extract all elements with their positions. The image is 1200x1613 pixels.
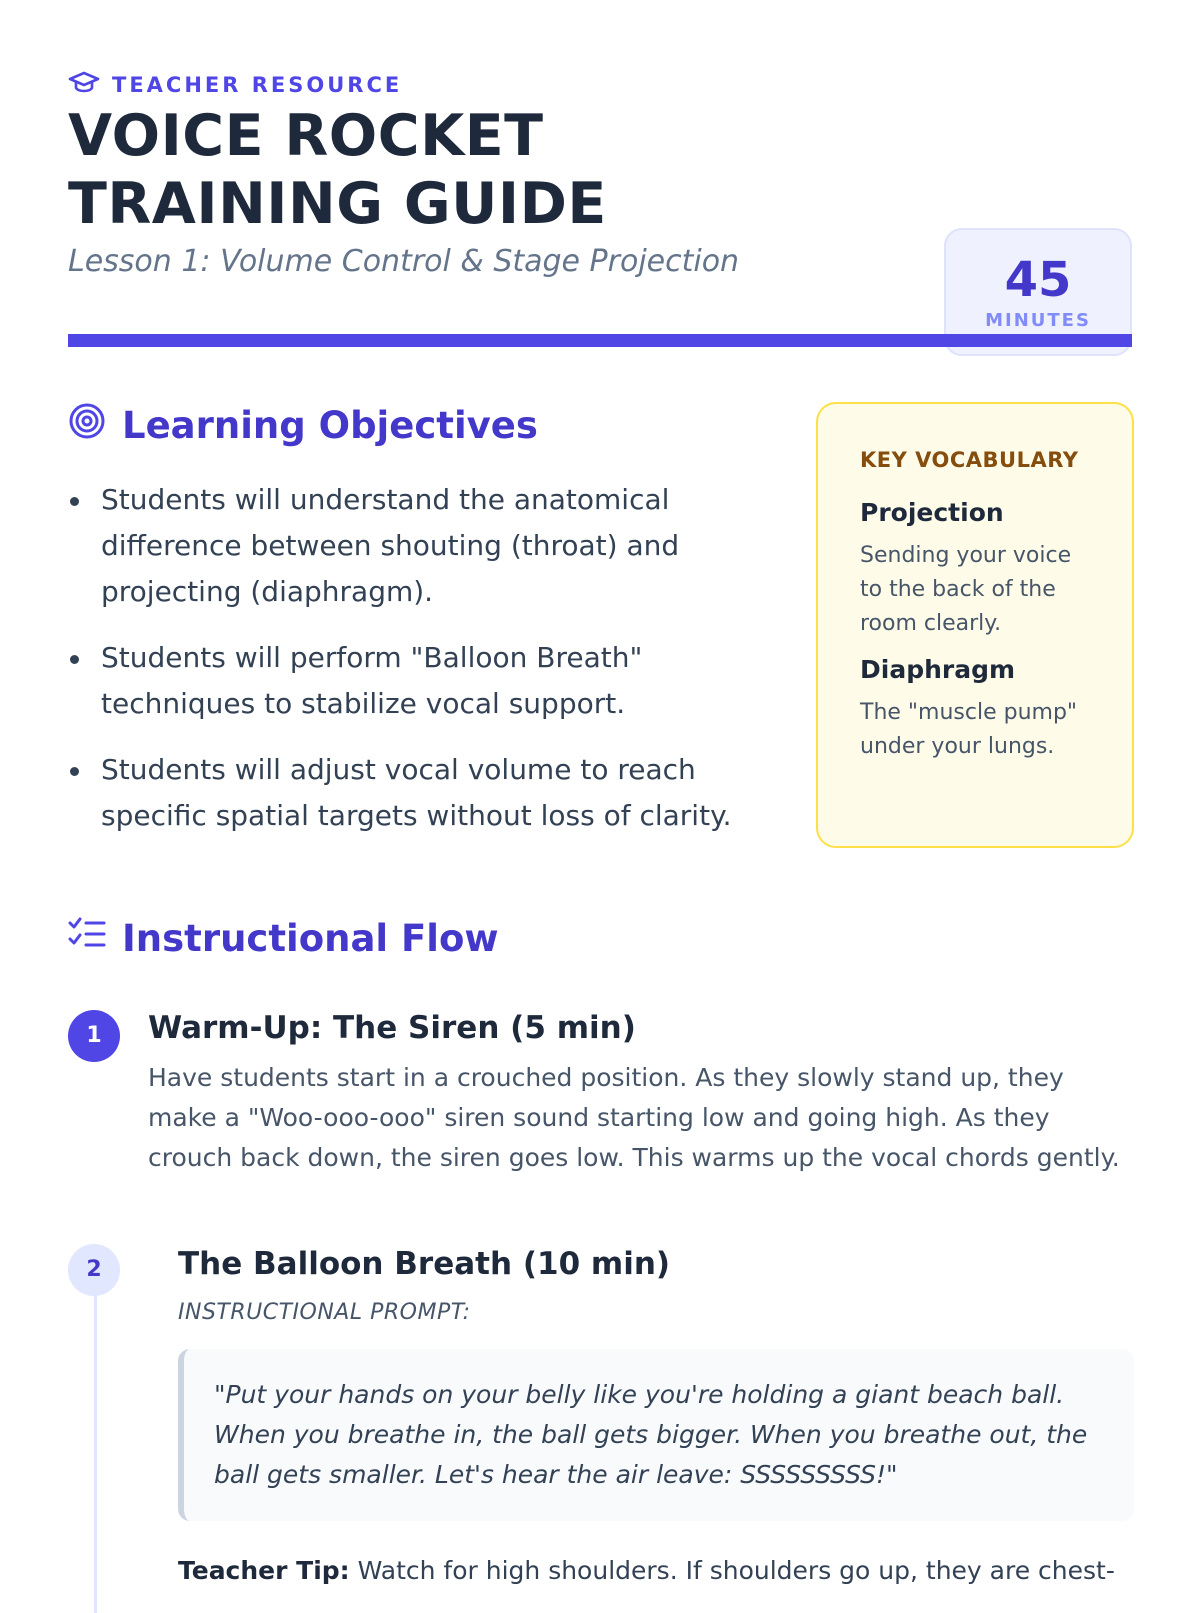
list-item: Students will understand the anatomical difference between shouting (throat) and projecting (diaphragm). (68, 477, 748, 615)
flow-step-1 (68, 1010, 1134, 1178)
checklist-icon (68, 915, 106, 962)
page-title: VOICE ROCKET TRAINING GUIDE (68, 103, 607, 237)
instructional-prompt-label: INSTRUCTIONAL PROMPT: (178, 1300, 471, 1325)
teacher-tip-label: Teacher Tip: (178, 1556, 350, 1585)
list-item: Students will perform "Balloon Breath" techniques to stabilize vocal support. (68, 635, 748, 727)
objectives-list (68, 477, 748, 839)
key-vocabulary-card (816, 402, 1134, 848)
step-number-2: 2 (68, 1244, 120, 1296)
target-icon (68, 402, 106, 449)
objectives-heading (68, 402, 748, 449)
teacher-tip (178, 1551, 1134, 1591)
duration-value: 45 (1004, 252, 1072, 308)
flow-step-2 (68, 1244, 1134, 1591)
page-subtitle: Lesson 1: Volume Control & Stage Projection (68, 244, 740, 279)
flow-heading (68, 915, 1134, 962)
vocab-term-diaphragm: Diaphragm (860, 655, 1016, 684)
page-header (68, 102, 1132, 331)
step-title-1: Warm-Up: The Siren (5 min) (148, 1010, 636, 1046)
graduation-cap-icon (68, 71, 100, 100)
objectives-heading-label: Learning Objectives (122, 404, 538, 447)
learning-objectives-section (68, 402, 748, 859)
vocab-term-projection: Projection (860, 498, 1004, 527)
step-number-1: 1 (68, 1010, 120, 1062)
teacher-tip-text: Watch for high shoulders. If shoulders go up, they are chest- (357, 1556, 1115, 1585)
eyebrow-label: TEACHER RESOURCE (112, 73, 403, 97)
step-title-2: The Balloon Breath (10 min) (178, 1246, 671, 1282)
resource-eyebrow (68, 68, 1132, 102)
instructional-prompt-quote: "Put your hands on your belly like you're holding a giant beach ball. When you breathe in, the ball gets bigger. When you breathe out, the ball gets smaller. Let's hear the air leave: SSSSSSSSS!" (178, 1349, 1134, 1521)
instructional-flow-section (68, 915, 1134, 962)
step-description-1: Have students start in a crouched position. As they slowly stand up, they make a "Woo-ooo-ooo" siren sound starting low and going high. As they crouch back down, the siren goes low. This warms up the vocal chords gently. (148, 1063, 1120, 1172)
flow-heading-label: Instructional Flow (122, 917, 499, 960)
vocabulary-title: KEY VOCABULARY (860, 448, 1079, 472)
duration-unit: MINUTES (985, 310, 1091, 331)
vocab-definition-projection: Sending your voice to the back of the room clearly. (860, 543, 1072, 636)
vocab-definition-diaphragm: The "muscle pump" under your lungs. (860, 700, 1078, 759)
list-item: Students will adjust vocal volume to reach specific spatial targets without loss of clarity. (68, 747, 748, 839)
header-divider (68, 334, 1132, 347)
